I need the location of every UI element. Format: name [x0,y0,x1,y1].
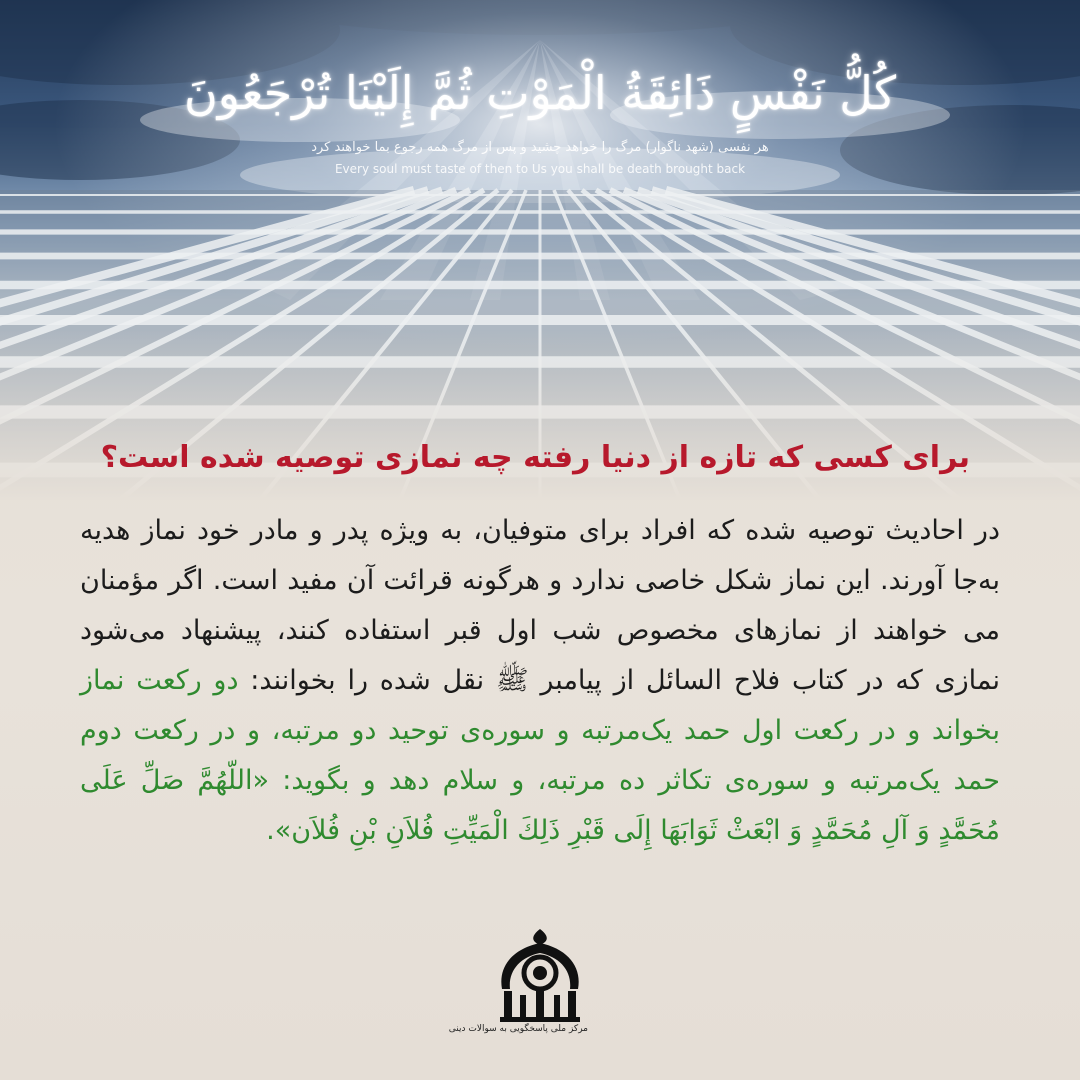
organization-logo [448,925,590,1070]
answer-paragraph [80,506,1000,856]
verse-persian-translation: هر نفسی (شهد ناگوار) مرگ را خواهد چشید و پس از مرگ همه رجوع بما خواهند کرد [311,140,769,155]
answer-text: در احادیث توصیه شده که افراد برای متوفیان، به ویژه پدر و مادر خود نماز هدیه به‌جا آورند. این نماز شکل خاصی ندارد و هرگونه قرائت آن مفید است. اگر مؤمنان می خواهند از نمازهای مخصوص شب اول قبر استفاده کنند، پیشنهاد می‌شود نمازی که در کتاب فلاح السائل از پیامبر ﷺ نقل شده را بخوانند: [80,515,1000,696]
question-title: برای کسی که تازه از دنیا رفته چه نمازی توصیه شده است؟ [100,440,970,475]
logo-caption: مرکز ملی پاسخگویی به سوالات دینی [448,1024,588,1034]
quran-verse: كُلُّ نَفْسٍ ذَائِقَةُ الْمَوْتِ ثُمَّ إِلَيْنَا تُرْجَعُونَ [184,66,896,120]
prayer-instructions: دو رکعت نماز بخواند و در رکعت اول حمد یک‌مرتبه و سوره‌ی توحید دو مرتبه، و در رکعت دوم حمد یک‌مرتبه و سوره‌ی تکاثر ده مرتبه، و سلام دهد و بگوید: «اللّهُمَّ صَلِّ عَلَى مُحَمَّدٍ وَ آلِ مُحَمَّدٍ وَ ابْعَثْ ثَوَابَهَا إِلَى قَبْرِ ذَلِكَ الْمَيِّتِ فُلاَنِ بْنِ فُلاَن». [80,665,1000,846]
verse-english-translation: Every soul must taste of then to Us you shall be death brought back [334,162,746,176]
header-image [0,0,1080,500]
